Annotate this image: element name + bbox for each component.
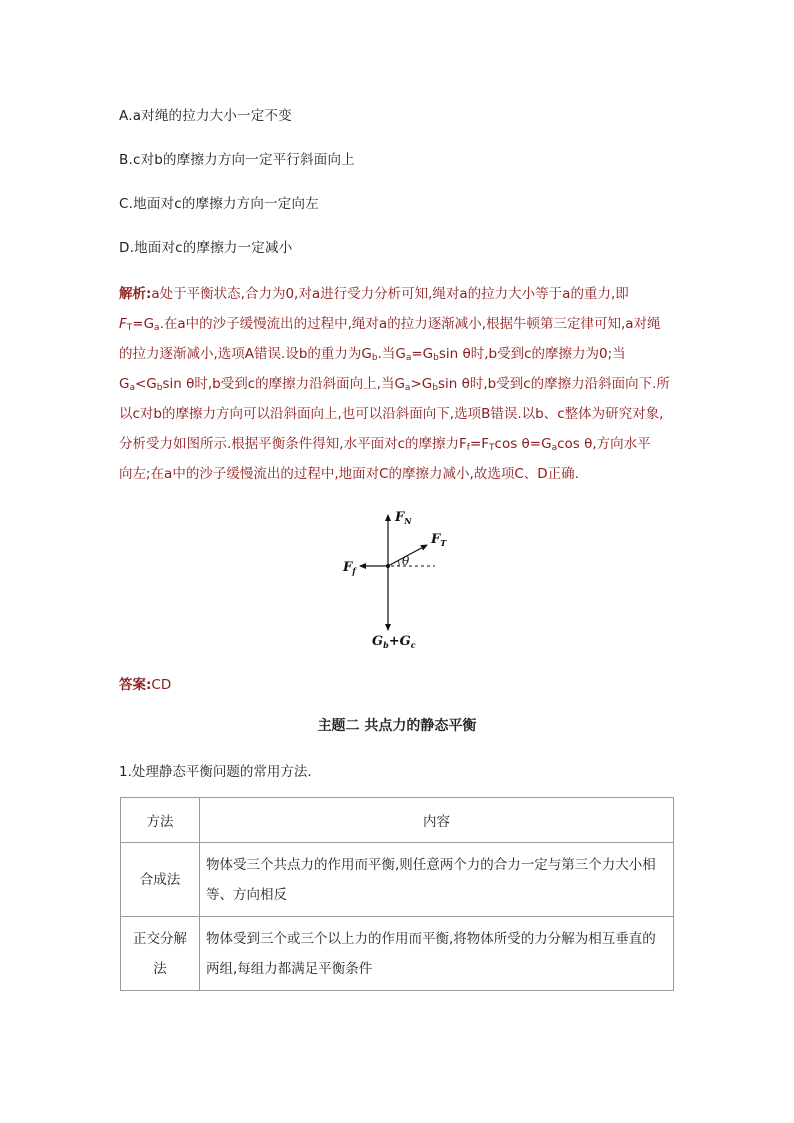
analysis-block [119, 279, 679, 489]
section-heading: 主题二 共点力的静态平衡 [317, 718, 477, 734]
table-header-method: 方法 [121, 798, 200, 843]
option-c: C.地面对c的摩擦力方向一定向左 [119, 196, 319, 212]
option-d: D.地面对c的摩擦力一定减小 [119, 240, 293, 256]
analysis-line-6: 分析受力如图所示.根据平衡条件得知,水平面对c的摩擦力$F_f=F_T\cos$ $\theta=G_a\cos$ θ,方向水平 [119, 436, 651, 453]
label-theta: θ [402, 554, 410, 568]
analysis-line-4: $G_a<G_b\sin$ θ时,b受到c的摩擦力沿斜面向上,当$G_a>G_b\sin$ θ时,b受到c的摩擦力沿斜面向下.所 [119, 376, 670, 393]
label-fn: $F_N$ [395, 510, 412, 526]
label-ff: $F_f$ [343, 560, 356, 576]
force-origin-point [386, 564, 390, 568]
answer [119, 673, 171, 693]
option-a: A.a对绳的拉力大小一定不变 [119, 108, 292, 124]
answer-value: CD [151, 677, 172, 693]
table-header-content: 内容 [200, 798, 674, 843]
analysis-line-3: 的拉力逐渐减小,选项A错误.设b的重力为$G_b$.当$G_a=G_b\sin$ θ时,b受到c的摩擦力为0;当 [119, 346, 626, 363]
analysis-line-7: 向左;在a中的沙子缓慢流出的过程中,地面对C的摩擦力减小,故选项C、D正确. [119, 466, 579, 482]
table-row [121, 843, 674, 917]
methods-table [120, 797, 674, 991]
force-diagram [335, 505, 445, 655]
label-gravity: $G_b+G_c$ [372, 634, 416, 650]
answer-label: 答案: [119, 677, 152, 693]
analysis-line-1: 解析:a处于平衡状态,合力为0,对a进行受力分析可知,绳对a的拉力大小等于a的重力,即 [119, 286, 629, 302]
label-ft: $F_T$ [431, 532, 447, 548]
analysis-label: 解析: [119, 286, 152, 302]
table-row [121, 917, 674, 991]
table-cell-method: 正交分解法 [121, 917, 200, 991]
analysis-line-5: 以c对b的摩擦力方向可以沿斜面向上,也可以沿斜面向下,选项B错误.以b、c整体为研究对象, [119, 406, 664, 422]
table-cell-content: 物体受到三个或三个以上力的作用而平衡,将物体所受的力分解为相互垂直的两组,每组力都满足平衡条件 [200, 917, 674, 991]
analysis-line-2: $F_T=G_a$.在a中的沙子缓慢流出的过程中,绳对a的拉力逐渐减小,根据牛顿第三定律可知,a对绳 [119, 316, 661, 333]
table-header-row [121, 798, 674, 843]
table-cell-method: 合成法 [121, 843, 200, 917]
angle-arc [398, 560, 399, 566]
table-cell-content: 物体受三个共点力的作用而平衡,则任意两个力的合力一定与第三个力大小相等、方向相反 [200, 843, 674, 917]
option-b: B.c对b的摩擦力方向一定平行斜面向上 [119, 152, 355, 168]
intro-text: 1.处理静态平衡问题的常用方法. [119, 764, 312, 780]
